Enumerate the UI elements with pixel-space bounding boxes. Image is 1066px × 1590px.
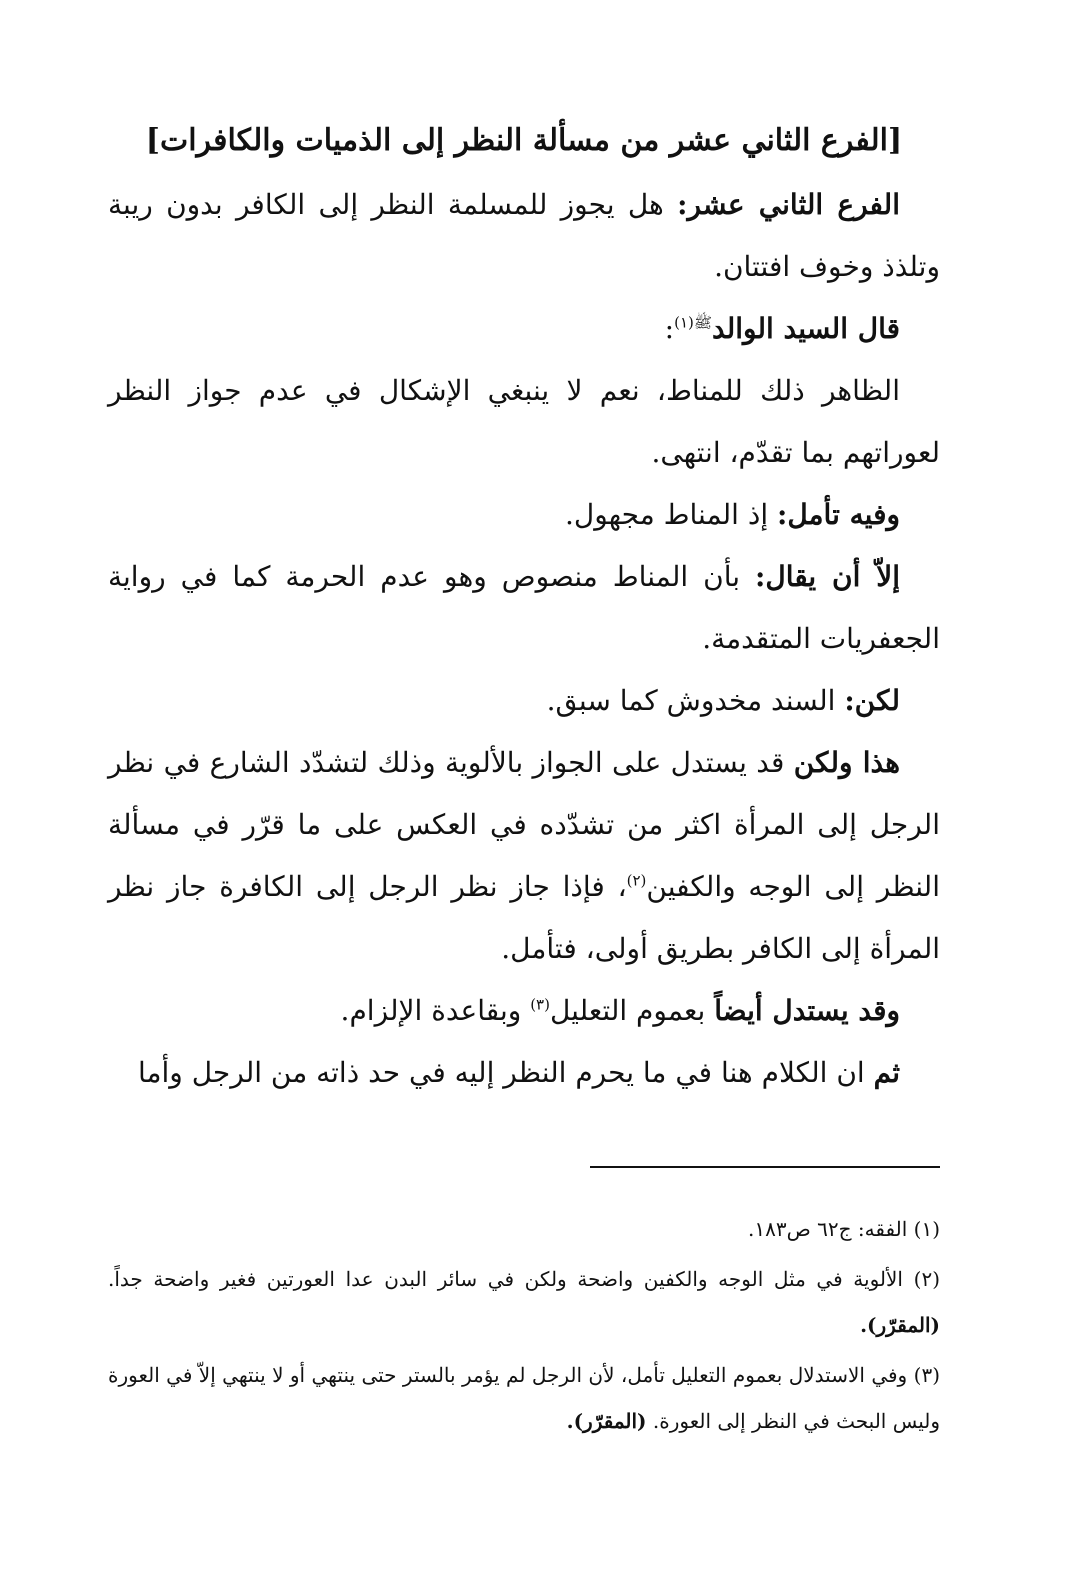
footnote-3 [108, 1352, 940, 1444]
honorific-glyph: ﷺ [693, 313, 713, 332]
footnote-2-text: الألوية في مثل الوجه والكفين واضحة ولكن في سائر البدن عدا العورتين فغير واضحة جداً. [108, 1267, 903, 1291]
paragraph-4-lead: وفيه تأمل: [777, 498, 900, 531]
footnote-separator [590, 1166, 940, 1168]
paragraph-3 [108, 360, 940, 484]
footnote-2-author-tag: (المقرّر). [860, 1313, 940, 1337]
footnote-3-author-tag: (المقرّر). [566, 1409, 647, 1433]
paragraph-9-text: ان الكلام هنا في ما يحرم النظر إليه في حد ذاته من الرجل وأما [138, 1056, 874, 1089]
paragraph-7-text-a: قد يستدل على الجواز بالألوية وذلك لتشدّد الشارع في نظر الرجل إلى المرأة اكثر من تشدّده في العكس على ما قرّر في مسألة النظر إلى الوجه والكفين [108, 746, 940, 903]
footnote-1-text: الفقه: ج٦٢ ص١٨٣. [748, 1217, 908, 1241]
paragraph-4 [108, 484, 940, 546]
paragraph-9-lead: ثم [873, 1056, 900, 1089]
paragraph-7 [108, 732, 940, 980]
paragraph-1-text: هل يجوز للمسلمة النظر إلى الكافر بدون ريبة وتلذذ وخوف افتتان. [108, 188, 940, 283]
footnote-ref-1[interactable]: (١) [674, 313, 694, 332]
footnote-ref-3[interactable]: (٣) [530, 995, 550, 1014]
paragraph-8 [108, 980, 940, 1042]
paragraph-2-lead: قال السيد الوالد [712, 312, 900, 345]
paragraph-3-text: الظاهر ذلك للمناط، نعم لا ينبغي الإشكال في عدم جواز النظر لعوراتهم بما تقدّم، انتهى. [108, 374, 940, 469]
paragraph-9 [108, 1042, 940, 1104]
footnote-1 [108, 1206, 940, 1252]
footnote-3-text: وفي الاستدلال بعموم التعليل تأمل، لأن الرجل لم يؤمر بالستر حتى ينتهي أو لا ينتهي إلاّ في العورة وليس البحث في النظر إلى العورة. [108, 1363, 940, 1433]
paragraph-7-lead: هذا ولكن [793, 746, 900, 779]
paragraph-5 [108, 546, 940, 670]
footnote-3-number: (٣) [913, 1363, 941, 1387]
paragraph-6-lead: لكن: [844, 684, 900, 717]
paragraph-8-lead: وقد يستدل أيضاً [714, 994, 900, 1027]
paragraph-6 [108, 670, 940, 732]
paragraph-5-lead: إلاّ أن يقال: [755, 560, 900, 593]
footnote-2 [108, 1256, 940, 1348]
paragraph-4-text: إذ المناط مجهول. [565, 498, 778, 531]
page-body [108, 118, 940, 1104]
paragraph-1 [108, 174, 940, 298]
section-heading: [الفرع الثاني عشر من مسألة النظر إلى الذميات والكافرات] [145, 123, 903, 158]
footnotes [108, 1206, 940, 1448]
paragraph-1-lead: الفرع الثاني عشر: [677, 188, 900, 221]
paragraph-8-text-a: بعموم التعليل [549, 994, 715, 1027]
footnote-1-number: (١) [913, 1217, 940, 1241]
paragraph-7-text-b: ، فإذا جاز نظر الرجل إلى الكافرة جاز نظر المرأة إلى الكافر بطريق أولى، فتأمل. [108, 870, 940, 965]
paragraph-8-text-b: وبقاعدة الإلزام. [340, 994, 531, 1027]
paragraph-2-tail: : [664, 312, 675, 345]
paragraph-2 [108, 298, 940, 360]
footnote-2-number: (٢) [913, 1267, 941, 1291]
paragraph-5-text: بأن المناط منصوص وهو عدم الحرمة كما في رواية الجعفريات المتقدمة. [108, 560, 940, 655]
paragraph-6-text: السند مخدوش كما سبق. [546, 684, 845, 717]
footnote-ref-2[interactable]: (٢) [626, 871, 647, 890]
